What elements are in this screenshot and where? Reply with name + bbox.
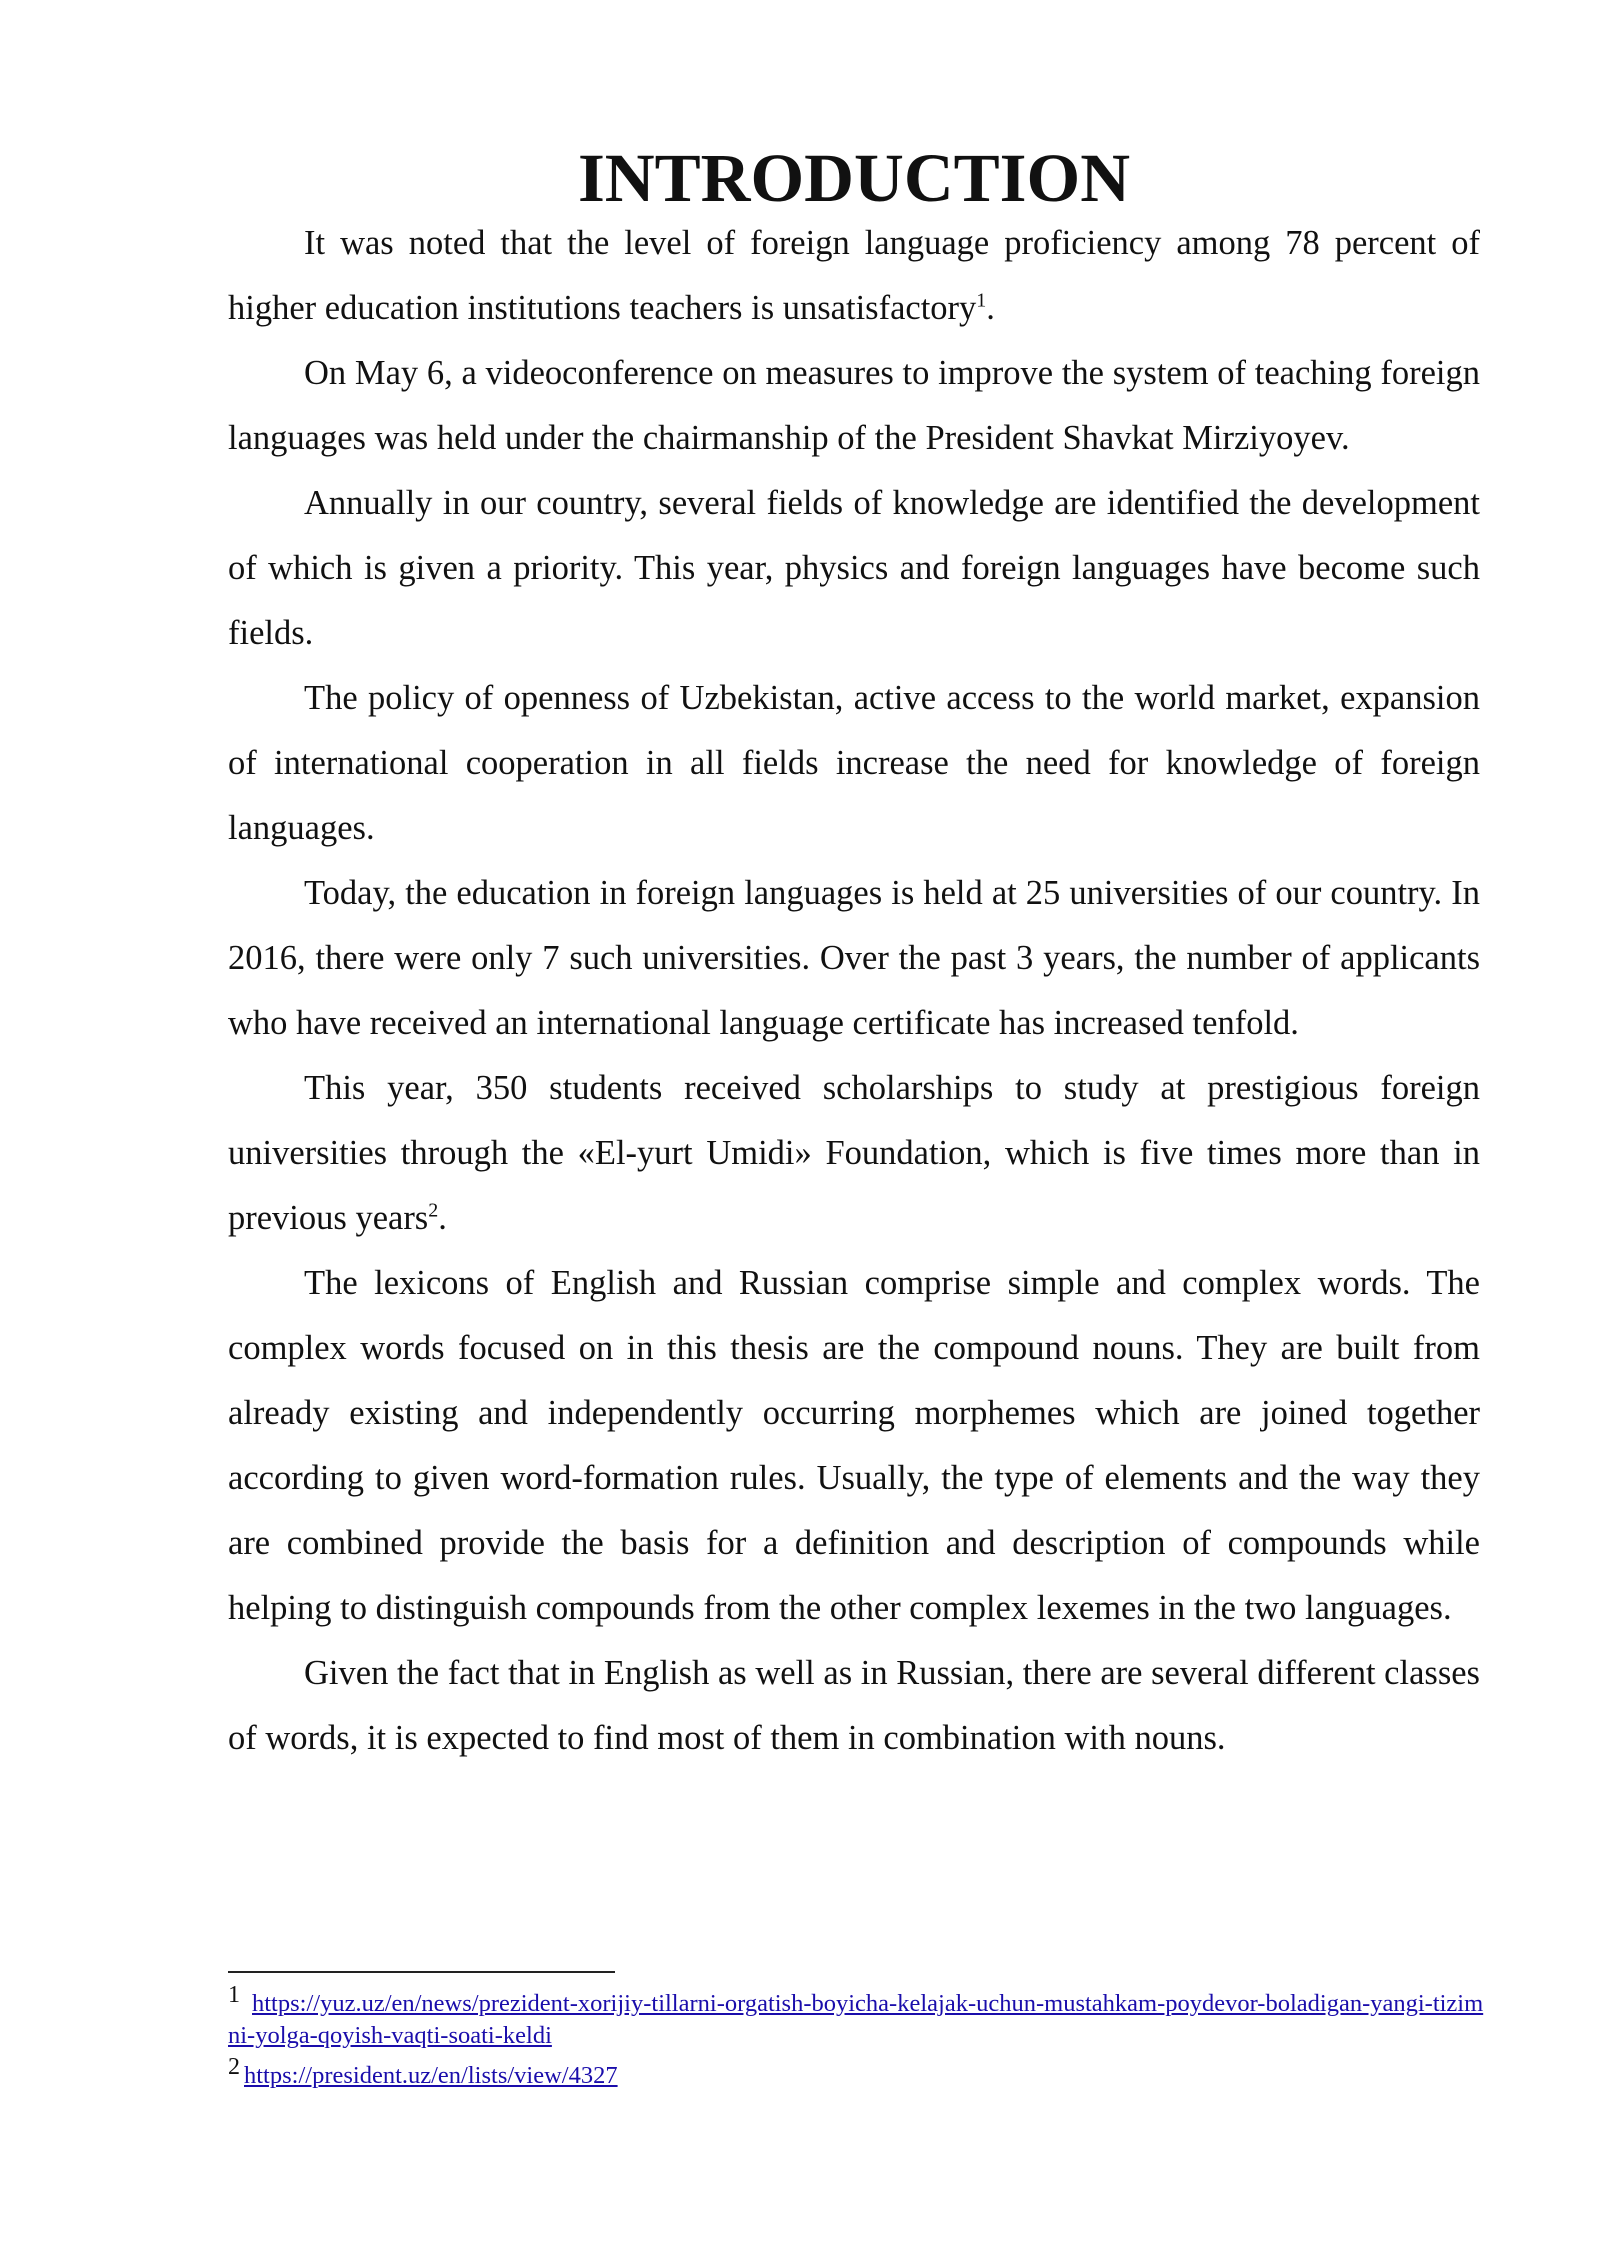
paragraph-text: It was noted that the level of foreign language proficiency among 78 percent of higher education institutions teachers is unsatisfactory xyxy=(228,224,1480,327)
paragraph-text: Given the fact that in English as well as in Russian, there are several different classes of words, it is expected to find most of them in combination with nouns. xyxy=(228,1654,1480,1757)
paragraph xyxy=(228,211,1480,341)
footnote xyxy=(228,1981,1484,2052)
footnote-number: 2 xyxy=(228,2053,240,2080)
paragraph xyxy=(228,666,1480,861)
footnote-link[interactable]: https://yuz.uz/en/news/prezident-xorijiy-tillarni-orgatish-boyicha-kelajak-uchun-mustahkam-poydevor-boladigan-yangi-tizimni-yolga-qoyish-vaqti-soati-keldi xyxy=(228,1990,1484,2049)
paragraph-text: The lexicons of English and Russian comprise simple and complex words. The complex words focused on in this thesis are the compound nouns. They are built from already existing and independently occurring morphemes which are joined together according to given word-formation rules. Usually, the type of elements and the way they are combined provide the basis for a definition and description of compounds while helping to distinguish compounds from the other complex lexemes in the two languages. xyxy=(228,1264,1480,1627)
paragraph xyxy=(228,861,1480,1056)
paragraph-tail: . xyxy=(438,1199,447,1237)
body-text xyxy=(228,140,1480,1771)
footnote-number: 1 xyxy=(228,1981,240,2008)
section-heading: INTRODUCTION xyxy=(577,140,1131,216)
paragraph xyxy=(228,471,1480,666)
paragraph-text: On May 6, a videoconference on measures to improve the system of teaching foreign languages was held under the chairmanship of the President Shavkat Mirziyoyev. xyxy=(228,354,1480,457)
paragraph xyxy=(228,1641,1480,1771)
paragraph xyxy=(228,1251,1480,1641)
paragraph-text: Annually in our country, several fields of knowledge are identified the development of which is given a priority. This year, physics and foreign languages have become such fields. xyxy=(228,484,1480,652)
paragraph-text: The policy of openness of Uzbekistan, active access to the world market, expansion of international cooperation in all fields increase the need for knowledge of foreign languages. xyxy=(228,679,1480,847)
footnote-reference[interactable]: 2 xyxy=(428,1199,439,1222)
footnotes xyxy=(228,1981,1484,2092)
paragraph-tail: . xyxy=(986,289,995,327)
paragraph xyxy=(228,1056,1480,1251)
footnote-link[interactable]: https://president.uz/en/lists/view/4327 xyxy=(244,2062,618,2089)
paragraph xyxy=(228,341,1480,471)
paragraph-text: Today, the education in foreign languages is held at 25 universities of our country. In 2016, there were only 7 such universities. Over the past 3 years, the number of applicants who have received an international language certificate has increased tenfold. xyxy=(228,874,1480,1042)
paragraph-text: This year, 350 students received scholarships to study at prestigious foreign universities through the «El-yurt Umidi» Foundation, which is five times more than in previous years xyxy=(228,1069,1480,1237)
footnote-separator xyxy=(228,1971,615,1973)
footnote-reference[interactable]: 1 xyxy=(976,289,987,312)
footnote xyxy=(228,2053,1484,2092)
